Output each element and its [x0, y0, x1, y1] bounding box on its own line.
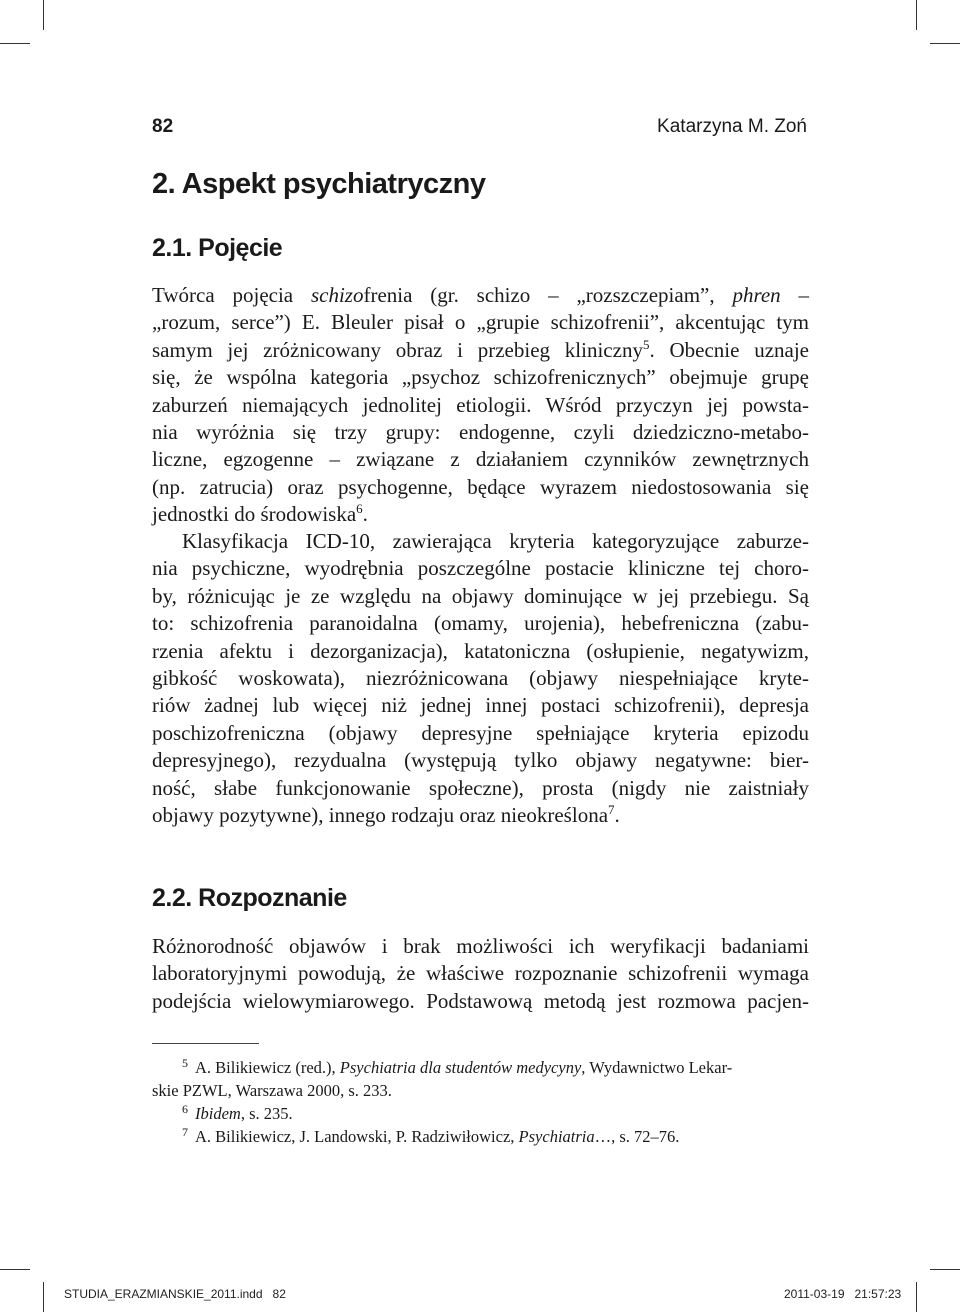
footnote-ref-6[interactable]: 6 [356, 501, 363, 517]
footnote-5: $^5$ A. Bilikiewicz (red.), Psychiatria dla studentów medycyny, Wydawnictwo Lekar- [182, 1056, 733, 1077]
text-line: riów żadnej lub więcej niż jednej innej postaci schizofrenii), depresja [152, 693, 809, 718]
print-slug-file: STUDIA_ERAZMIANSKIE_2011.indd 82 [64, 1287, 286, 1301]
footnote-ref-7[interactable]: 7 [608, 802, 615, 818]
text-line: (np. zatrucia) oraz psychogenne, będące wyrazem niedostosowania się [152, 474, 809, 499]
section-title: 2. Aspekt psychiatryczny [152, 168, 486, 200]
running-head [152, 116, 807, 140]
footnote-6: $^6$ Ibidem, s. 235. [182, 1102, 293, 1123]
subsection-title-1: 2.1. Pojęcie [152, 234, 283, 262]
text-line: jednostki do środowiska$^6$. [152, 501, 368, 527]
text-line: poschizofreniczna (objawy depresyjne spełniające kryteria epizodu [152, 720, 809, 745]
crop-mark-bottom-left-h [0, 1269, 30, 1270]
footnote-ref-5[interactable]: 5 [642, 336, 650, 352]
text-line: Różnorodność objawów i brak możliwości ich weryfikacji badaniami [152, 934, 809, 958]
subsection-title-2: 2.2. Rozpoznanie [152, 884, 347, 912]
term-schizo: schizo [310, 283, 364, 307]
text-line: liczne, egzogenne – związane z działaniem czynników zewnętrznych [152, 447, 809, 472]
paragraph-1-body [152, 282, 809, 309]
crop-mark-top-right [916, 0, 917, 30]
crop-mark-bottom-right [916, 1282, 917, 1312]
crop-mark-bottom-left [43, 1282, 44, 1312]
text-line: nia psychiczne, wyodrębnia poszczególne postacie kliniczne tej choro- [152, 556, 809, 581]
text-line: gibkość woskowata), niezróżnicowana (objawy niespełniające kryte- [152, 666, 809, 691]
text-line: depresyjnego), rezydualna (występują tylko objawy negatywne: bier- [152, 748, 809, 773]
paragraph-2 [152, 528, 809, 829]
text-line: nia wyróżnia się trzy grupy: endogenne, czyli dziedziczno-metabo- [152, 420, 809, 445]
print-slug-timestamp: 2011-03-19 21:57:23 [784, 1287, 902, 1301]
crop-mark-top-left-h [0, 43, 30, 44]
text-line: objawy pozytywne), innego rodzaju oraz nieokreślona$^7$. [152, 802, 620, 828]
footnote-5-continued: skie PZWL, Warszawa 2000, s. 233. [152, 1081, 392, 1100]
paragraph-3 [152, 933, 809, 1015]
footnote-7: $^7$ A. Bilikiewicz, J. Landowski, P. Radziwiłowicz, Psychiatria…, s. 72–76. [182, 1125, 680, 1146]
running-head-author: Katarzyna M. Zoń [657, 116, 807, 137]
paragraph-1-rest [152, 309, 809, 528]
text-line: samym jej zróżnicowany obraz i przebieg kliniczny$^5$. Obecnie uznaje [152, 336, 809, 362]
text-line: by, różnicując je ze względu na objawy dominujące w jej przebiegu. Są [152, 583, 809, 608]
footnotes [152, 1056, 809, 1148]
crop-mark-bottom-right-h [930, 1269, 960, 1270]
footnote-separator [152, 1043, 259, 1044]
text-line: to: schizofrenia paranoidalna (omamy, urojenia), hebefreniczna (zabu- [152, 611, 809, 636]
text-line: się, że wspólna kategoria „psychoz schizofrenicznych” obejmuje grupę [152, 365, 809, 390]
text-line: Twórca pojęcia schizofrenia (gr. schizo – „rozszczepiam”, phren – [152, 283, 810, 307]
text-line: rzenia afektu i dezorganizacja), katatoniczna (osłupienie, negatywizm, [152, 638, 809, 663]
text-line: laboratoryjnymi powodują, że właściwe rozpoznanie schizofrenii wymaga [152, 961, 809, 986]
text-line: „rozum, serce”) E. Bleuler pisał o „grupie schizofrenii”, akcentując tym [152, 310, 809, 335]
text-line: Klasyfikacja ICD-10, zawierająca kryteria kategoryzujące zaburze- [182, 529, 809, 553]
crop-mark-top-left [43, 0, 44, 30]
text-line: zaburzeń niemających jednolitej etiologii. Wśród przyczyn jej powsta- [152, 392, 809, 417]
crop-mark-top-right-h [930, 43, 960, 44]
term-phren: phren [732, 283, 781, 307]
text-line: ność, słabe funkcjonowanie społeczne), prosta (nigdy nie zaistniały [152, 775, 809, 800]
text-line: podejścia wielowymiarowego. Podstawową metodą jest rozmowa pacjen- [152, 988, 809, 1013]
page-number: 82 [152, 116, 174, 137]
